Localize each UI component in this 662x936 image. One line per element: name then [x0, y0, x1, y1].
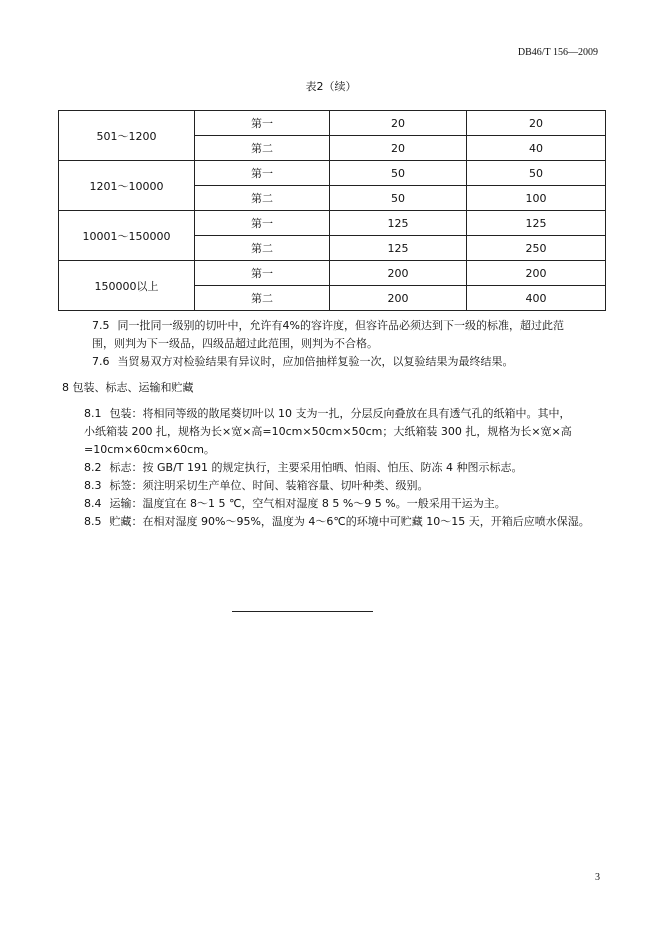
clause-text: 标签：须注明采切生产单位、时间、装箱容量、切叶种类、级别。: [109, 479, 429, 492]
clause-7-6: [92, 353, 514, 371]
value-cell: 250: [467, 236, 606, 261]
clause-text: 贮藏：在相对湿度 90%～95%，温度为 4～6℃的环境中可贮藏 10～15 天，开箱后应喷水保湿。: [109, 515, 590, 528]
sampling-stage-cell: 第一: [195, 111, 330, 136]
clause-8-3: [84, 477, 429, 495]
batch-range-cell: 10001～150000: [59, 211, 195, 261]
clause-8-1: [84, 405, 571, 423]
clause-number: 8.5: [84, 515, 102, 528]
clause-7-5-continuation: 围，则判为下一级品，四级品超过此范围，则判为不合格。: [92, 337, 378, 350]
value-cell: 200: [330, 261, 467, 286]
sampling-stage-cell: 第二: [195, 186, 330, 211]
clause-number: 8.2: [84, 461, 102, 474]
sampling-stage-cell: 第一: [195, 261, 330, 286]
table-row: [59, 211, 606, 236]
sampling-stage-cell: 第二: [195, 236, 330, 261]
value-cell: 400: [467, 286, 606, 311]
clause-number: 8.3: [84, 479, 102, 492]
value-cell: 50: [330, 161, 467, 186]
clause-text: 包装：将相同等级的散尾葵切叶以 10 支为一扎，分层反向叠放在具有透气孔的纸箱中。其中，: [109, 407, 571, 420]
clause-number: 8.4: [84, 497, 102, 510]
document-code: DB46/T 156—2009: [517, 47, 598, 58]
clause-8-5: [84, 513, 590, 531]
value-cell: 125: [330, 236, 467, 261]
value-cell: 125: [467, 211, 606, 236]
clause-text: 运输：温度宜在 8～1 5 ℃，空气相对湿度 8 5 %～9 5 %。一般采用干运为主。: [109, 497, 506, 510]
clause-text: 同一批同一级别的切叶中，允许有4%的容许度，但容许品必须达到下一级的标准，超过此范: [117, 319, 564, 332]
clause-text: 当贸易双方对检验结果有异议时，应加倍抽样复验一次，以复验结果为最终结果。: [117, 355, 514, 368]
section-heading: 8 包装、标志、运输和贮藏: [62, 381, 194, 394]
sampling-stage-cell: 第一: [195, 161, 330, 186]
end-of-document-rule: [232, 611, 373, 612]
value-cell: 200: [330, 286, 467, 311]
table-row: [59, 111, 606, 136]
table-row: [59, 161, 606, 186]
clause-8-1-continuation: =10cm×60cm×60cm。: [84, 443, 215, 456]
sampling-stage-cell: 第一: [195, 211, 330, 236]
table-caption: 表2（续）: [305, 80, 357, 93]
clause-number: 7.5: [92, 319, 110, 332]
value-cell: 100: [467, 186, 606, 211]
clause-8-1-continuation: 小纸箱装 200 扎，规格为长×宽×高=10cm×50cm×50cm；大纸箱装 300 扎，规格为长×宽×高: [84, 425, 572, 438]
batch-range-cell: 150000以上: [59, 261, 195, 311]
batch-range-cell: 501～1200: [59, 111, 195, 161]
sampling-table: [58, 110, 606, 311]
value-cell: 125: [330, 211, 467, 236]
clause-number: 7.6: [92, 355, 110, 368]
page-number: 3: [595, 872, 600, 883]
clause-7-5: [92, 317, 564, 335]
clause-8-2: [84, 459, 522, 477]
clause-text: 标志：按 GB/T 191 的规定执行，主要采用怕晒、怕雨、怕压、防冻 4 种图示标志。: [109, 461, 523, 474]
value-cell: 20: [467, 111, 606, 136]
sampling-stage-cell: 第二: [195, 136, 330, 161]
value-cell: 40: [467, 136, 606, 161]
batch-range-cell: 1201～10000: [59, 161, 195, 211]
clause-number: 8.1: [84, 407, 102, 420]
clause-8-4: [84, 495, 506, 513]
value-cell: 20: [330, 111, 467, 136]
value-cell: 50: [330, 186, 467, 211]
sampling-stage-cell: 第二: [195, 286, 330, 311]
value-cell: 50: [467, 161, 606, 186]
table-row: [59, 261, 606, 286]
value-cell: 200: [467, 261, 606, 286]
value-cell: 20: [330, 136, 467, 161]
